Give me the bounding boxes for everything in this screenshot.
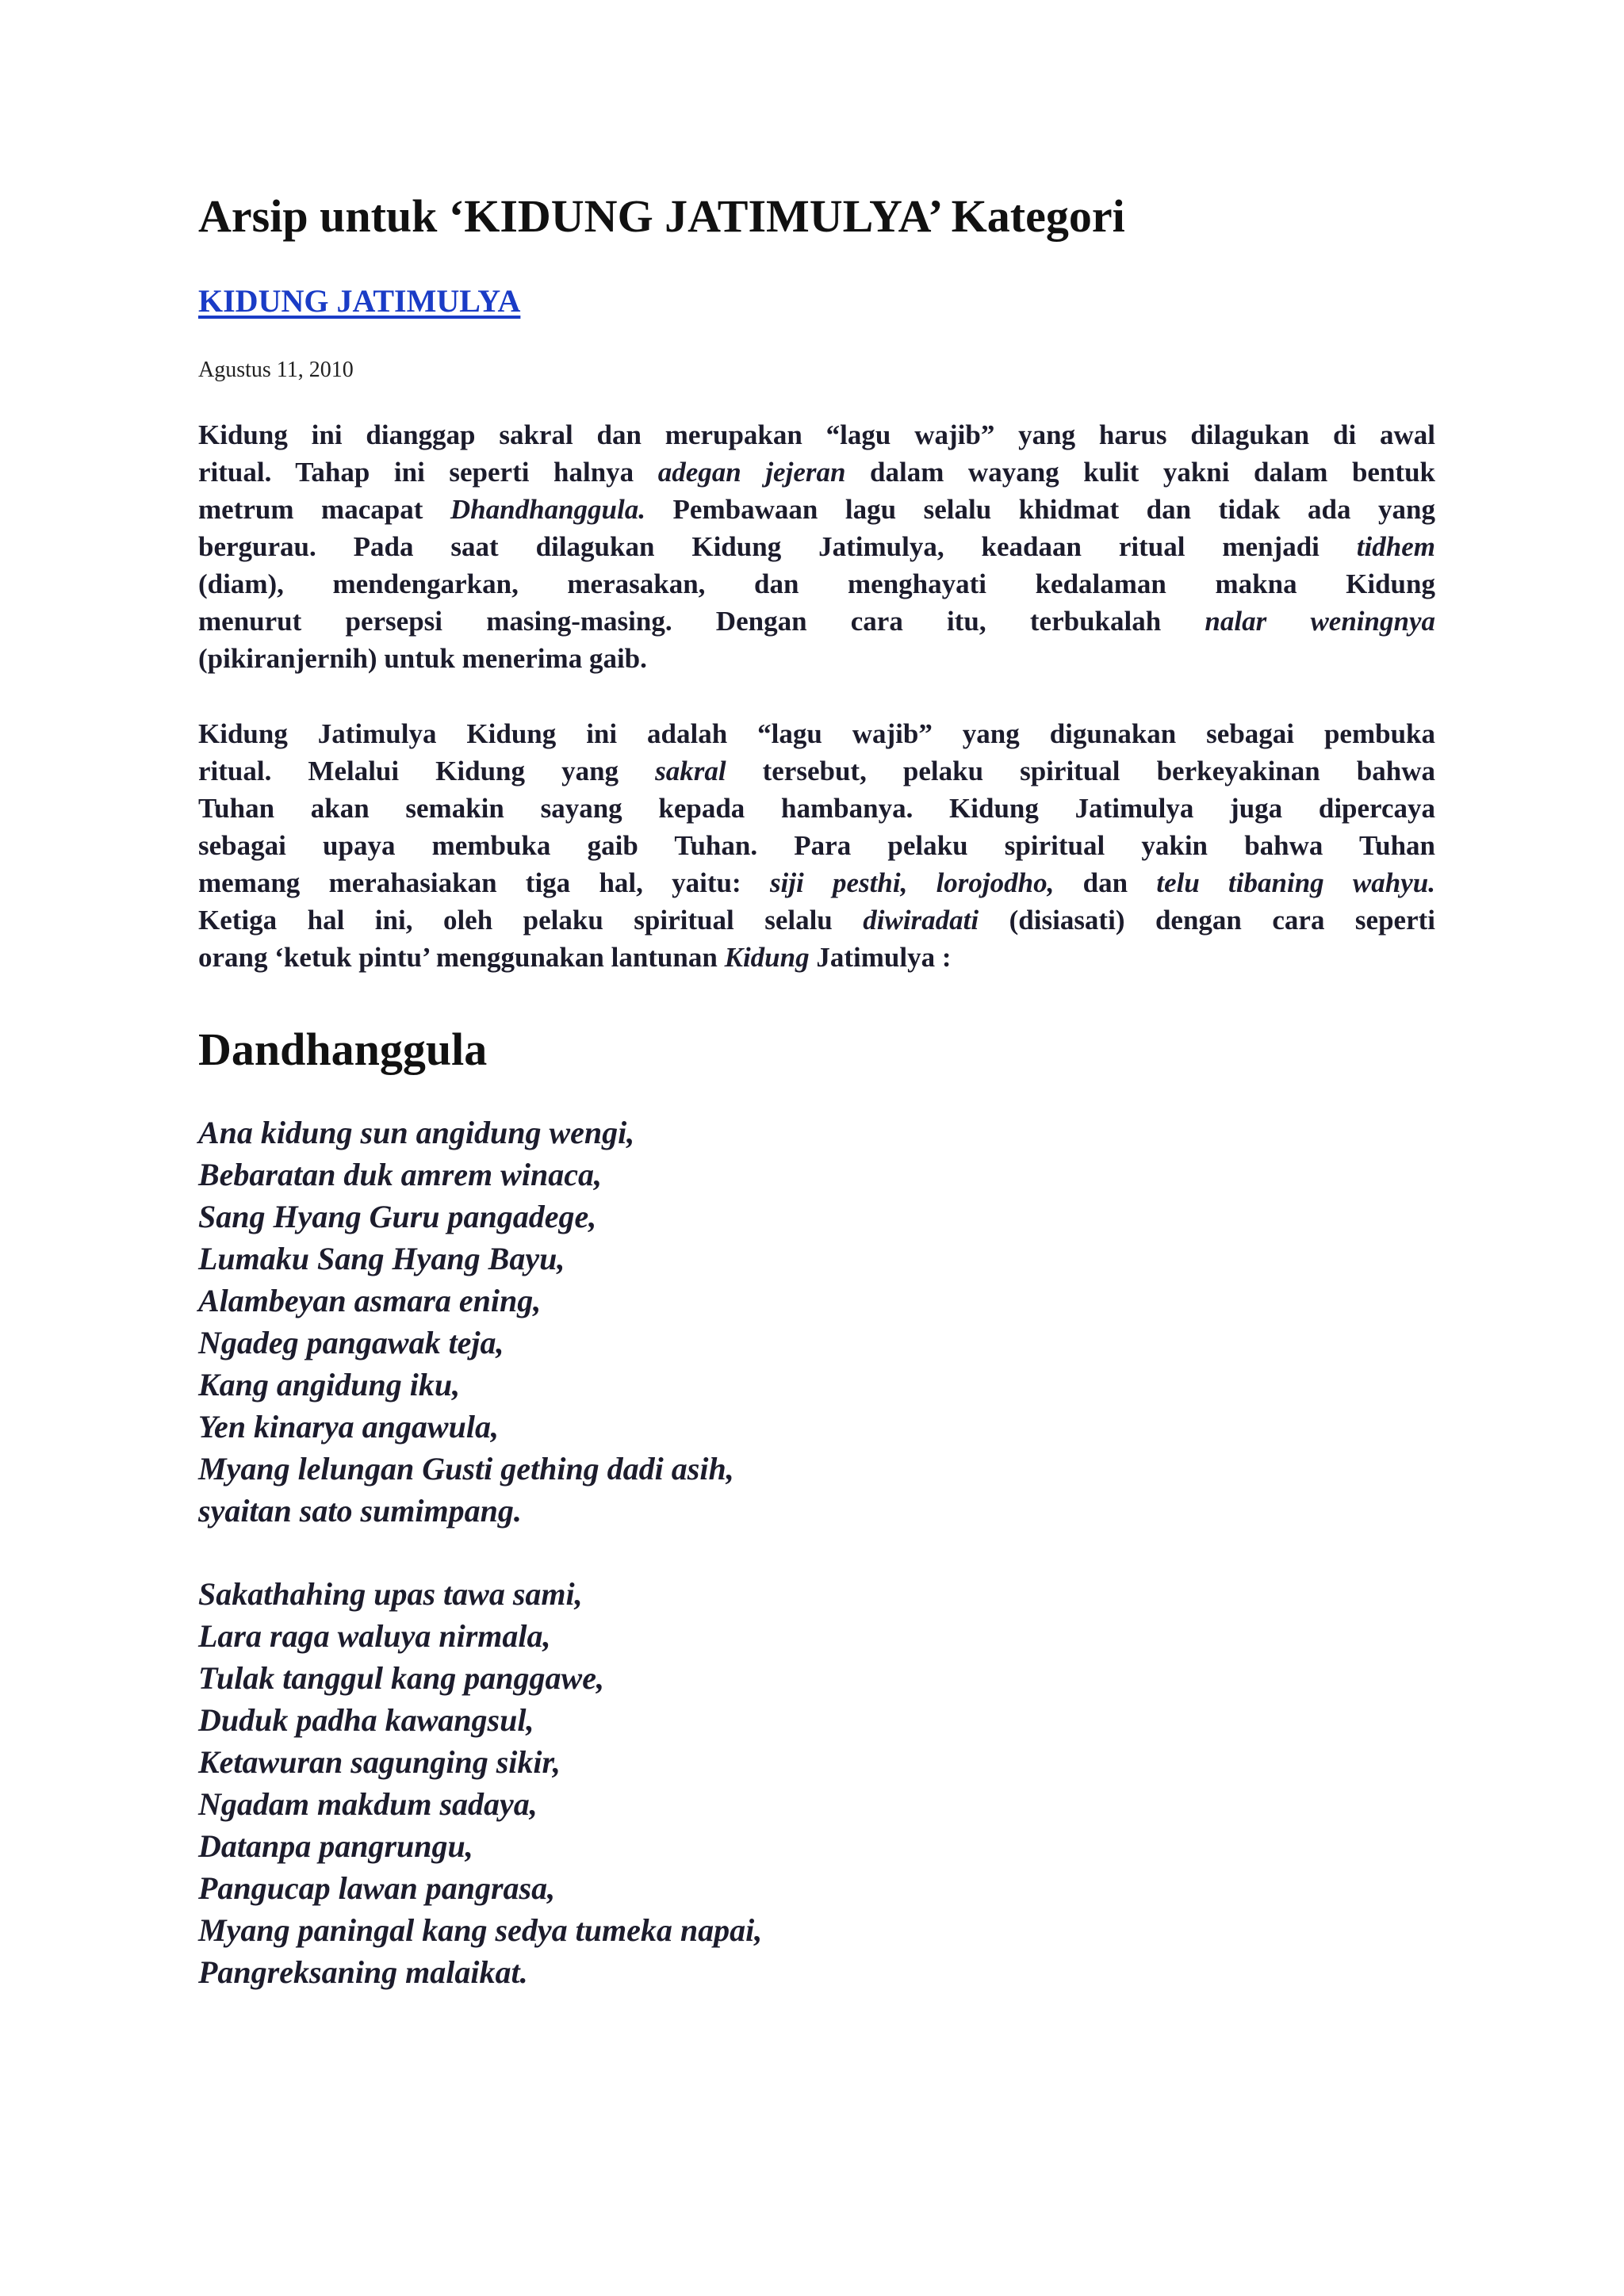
text-run: orang ‘ketuk pintu’ menggunakan lantunan [198, 941, 725, 973]
verse-line: Ngadam makdum sadaya, [198, 1786, 538, 1823]
text-run: (pikiranjernih) untuk menerima gaib. [198, 642, 647, 674]
verse-line: Lumaku Sang Hyang Bayu, [198, 1241, 565, 1277]
post-title-link[interactable]: KIDUNG JATIMULYA [198, 282, 521, 319]
paragraph-line [198, 528, 1435, 565]
verse-line: Bebaratan duk amrem winaca, [198, 1157, 602, 1193]
paragraph-line [198, 864, 1435, 901]
verse-line: Duduk padha kawangsul, [198, 1702, 534, 1739]
verse-line: Ketawuran sagunging sikir, [198, 1744, 561, 1781]
text-run: Ketiga hal ini, oleh pelaku spiritual selalu [198, 904, 864, 936]
paragraph-line [198, 453, 1435, 491]
paragraph-line [198, 752, 1435, 790]
document-content [198, 189, 1435, 1993]
text-run: Pembawaan lagu selalu khidmat dan tidak ada yang [645, 493, 1435, 525]
text-run: Tuhan akan semakin sayang kepada hambanya. Kidung Jatimulya juga dipercaya [198, 792, 1435, 824]
verse-line: Ngadeg pangawak teja, [198, 1325, 504, 1361]
italic-term: adegan jejeran [657, 456, 846, 488]
italic-term: tidhem [1356, 530, 1435, 562]
verse-line: Sang Hyang Guru pangadege, [198, 1199, 597, 1235]
paragraph-line [198, 491, 1435, 528]
verse-line: Myang lelungan Gusti gething dadi asih, [198, 1451, 734, 1487]
section-heading: Dandhanggula [198, 1023, 488, 1075]
text-run: dalam wayang kulit yakni dalam bentuk [845, 456, 1436, 488]
text-run: ritual. Melalui Kidung yang [198, 755, 656, 786]
text-run: sebagai upaya membuka gaib Tuhan. Para pelaku spiritual yakin bahwa Tuhan [198, 829, 1435, 861]
text-run: (disiasati) dengan cara seperti [979, 904, 1435, 936]
verse-line: syaitan sato sumimpang. [198, 1493, 522, 1529]
intro-paragraph-1 [198, 416, 1435, 677]
text-run: metrum macapat [198, 493, 450, 525]
paragraph-line [198, 827, 1435, 864]
verse-line: Lara raga waluya nirmala, [198, 1618, 551, 1655]
verse-line: Pangucap lawan pangrasa, [198, 1870, 556, 1907]
verse-line: Datanpa pangrungu, [198, 1828, 473, 1865]
italic-term: sakral [655, 755, 726, 786]
paragraph-line [198, 939, 1435, 976]
verse-line: Ana kidung sun angidung wengi, [198, 1115, 635, 1151]
stanza-2 [198, 1573, 1435, 1993]
text-run: ritual. Tahap ini seperti halnya [198, 456, 658, 488]
verse-line: Alambeyan asmara ening, [198, 1283, 542, 1319]
text-run: Jatimulya : [809, 941, 952, 973]
paragraph-line [198, 790, 1435, 827]
italic-term: nalar weningnya [1205, 605, 1435, 637]
archive-heading: Arsip untuk ‘KIDUNG JATIMULYA’ Kategori [198, 190, 1125, 242]
verse-line: Myang paningal kang sedya tumeka napai, [198, 1912, 763, 1949]
paragraph-line [198, 901, 1435, 939]
italic-term: diwiradati [863, 904, 979, 936]
paragraph-line [198, 640, 1435, 677]
verse-line: Kang angidung iku, [198, 1367, 461, 1403]
text-run: memang merahasiakan tiga hal, yaitu: [198, 867, 770, 898]
text-run: (diam), mendengarkan, merasakan, dan menghayati kedalaman makna Kidung [198, 568, 1435, 599]
italic-term: Kidung [724, 941, 810, 973]
paragraph-line [198, 565, 1435, 603]
italic-term: telu tibaning wahyu. [1156, 867, 1435, 898]
paragraph-line [198, 715, 1435, 752]
text-run: Kidung ini dianggap sakral dan merupakan “lagu wajib” yang harus dilagukan di awal [198, 419, 1435, 450]
italic-term: siji pesthi, lorojodho, [769, 867, 1055, 898]
verse-line: Yen kinarya angawula, [198, 1409, 499, 1445]
stanza-1 [198, 1112, 1435, 1532]
verse-line: Pangreksaning malaikat. [198, 1954, 528, 1991]
intro-paragraph-2 [198, 715, 1435, 976]
text-run: Kidung Jatimulya Kidung ini adalah “lagu wajib” yang digunakan sebagai pembuka [198, 718, 1435, 749]
text-run: menurut persepsi masing-masing. Dengan cara itu, terbukalah [198, 605, 1205, 637]
verse-line: Tulak tanggul kang panggawe, [198, 1660, 604, 1697]
paragraph-line [198, 603, 1435, 640]
verse-line: Sakathahing upas tawa sami, [198, 1576, 583, 1613]
text-run: dan [1054, 867, 1157, 898]
text-run: tersebut, pelaku spiritual berkeyakinan bahwa [726, 755, 1435, 786]
paragraph-line [198, 416, 1435, 453]
post-date: Agustus 11, 2010 [198, 357, 354, 382]
text-run: bergurau. Pada saat dilagukan Kidung Jatimulya, keadaan ritual menjadi [198, 530, 1357, 562]
italic-term: Dhandhanggula. [450, 493, 645, 525]
